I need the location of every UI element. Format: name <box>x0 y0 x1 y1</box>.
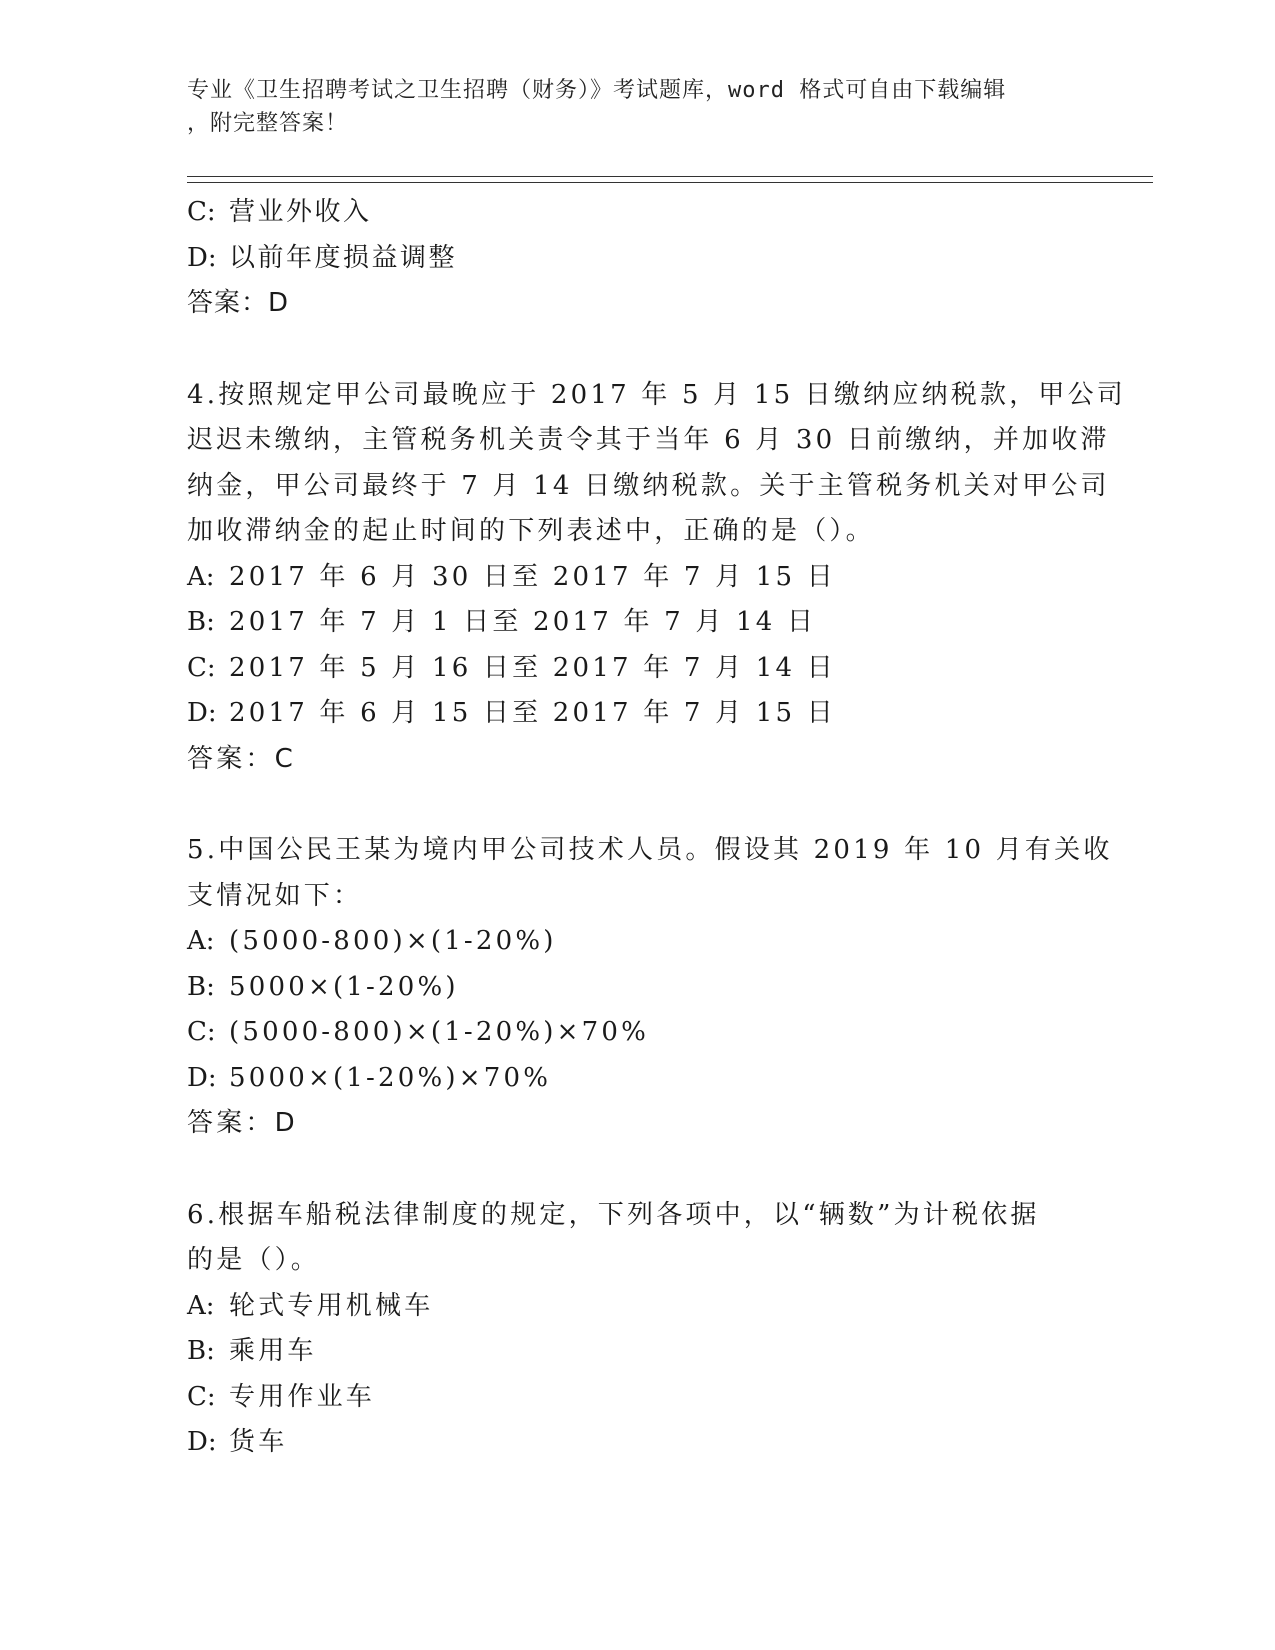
option-row <box>187 1420 1087 1466</box>
option-row <box>187 1056 1087 1102</box>
option-text: 以前年度损益调整 <box>229 242 458 273</box>
option-text: 5000×(1-20%)×70% <box>229 1062 552 1093</box>
option-label: D: <box>187 698 217 728</box>
option-text: (5000-800)×(1-20%) <box>229 926 557 956</box>
question-5 <box>187 828 1113 1147</box>
option-text: 2017 年 7 月 1 日至 2017 年 7 月 14 日 <box>229 607 817 637</box>
answer-line: 答案：D <box>187 1108 298 1138</box>
option-label: C: <box>187 652 216 683</box>
spacer <box>187 327 1087 373</box>
option-row <box>187 919 1087 965</box>
option-label: A: <box>187 1290 215 1321</box>
answer-line: 答案：D <box>187 288 290 318</box>
option-text: (5000-800)×(1-20%)×70% <box>229 1017 650 1047</box>
option-text: 2017 年 5 月 16 日至 2017 年 7 月 14 日 <box>229 652 836 683</box>
option-row <box>187 1329 1087 1375</box>
option-text: 2017 年 6 月 30 日至 2017 年 7 月 15 日 <box>229 561 836 592</box>
option-row <box>187 691 1087 737</box>
header-line-2: ，附完整答案！ <box>187 111 349 136</box>
question-text-line: 迟迟未缴纳，主管税务机关责令其于当年 6 月 30 日前缴纳，并加收滞 <box>187 425 1110 455</box>
header-rule-top <box>187 176 1153 177</box>
header-rule-bottom <box>187 182 1153 183</box>
spacer <box>187 782 1087 828</box>
header-line-1: 专业《卫生招聘考试之卫生招聘（财务）》考试题库，word 格式可自由下载编辑 <box>187 78 1007 103</box>
option-row <box>187 965 1087 1011</box>
option-row <box>187 1284 1087 1330</box>
option-label: D: <box>187 1427 217 1457</box>
option-label: B: <box>187 1336 215 1366</box>
option-row <box>187 190 1087 236</box>
option-label: B: <box>187 607 215 637</box>
option-row <box>187 646 1087 692</box>
option-label: C: <box>187 1017 216 1047</box>
option-text: 营业外收入 <box>229 197 372 227</box>
question-text-line: 加收滞纳金的起止时间的下列表述中，正确的是（）。 <box>187 516 875 546</box>
option-row <box>187 236 1087 282</box>
question-text-line: 纳金，甲公司最终于 7 月 14 日缴纳税款。关于主管税务机关对甲公司 <box>187 470 1110 501</box>
option-label: D: <box>187 242 217 273</box>
option-label: A: <box>187 561 215 592</box>
question-text-line: 支情况如下： <box>187 880 363 911</box>
option-row <box>187 600 1087 646</box>
option-text: 轮式专用机械车 <box>229 1290 434 1321</box>
option-label: D: <box>187 1062 217 1093</box>
option-text: 专用作业车 <box>229 1381 376 1412</box>
document-header <box>187 74 1067 140</box>
option-text: 2017 年 6 月 15 日至 2017 年 7 月 15 日 <box>229 698 836 728</box>
answer-line: 答案：C <box>187 743 296 774</box>
option-row <box>187 555 1087 601</box>
question-text-line: 的是（）。 <box>187 1245 321 1275</box>
option-label: B: <box>187 971 215 1002</box>
option-text: 货车 <box>229 1427 288 1457</box>
option-label: A: <box>187 926 215 956</box>
question-3-tail <box>187 190 1087 327</box>
option-row <box>187 1375 1087 1421</box>
question-text-line: 5.中国公民王某为境内甲公司技术人员。假设其 2019 年 10 月有关收 <box>187 835 1113 865</box>
question-text-line: 4.按照规定甲公司最晚应于 2017 年 5 月 15 日缴纳应纳税款，甲公司 <box>187 379 1126 410</box>
question-6 <box>187 1193 1087 1466</box>
question-4 <box>187 373 1126 783</box>
option-label: C: <box>187 1381 216 1412</box>
option-text: 乘用车 <box>229 1336 317 1366</box>
question-text-line: 6.根据车船税法律制度的规定，下列各项中，以“辆数”为计税依据 <box>187 1199 1040 1230</box>
option-label: C: <box>187 197 216 227</box>
option-text: 5000×(1-20%) <box>229 971 459 1002</box>
option-row <box>187 1010 1087 1056</box>
spacer <box>187 1147 1087 1193</box>
document-body <box>187 190 1126 1466</box>
